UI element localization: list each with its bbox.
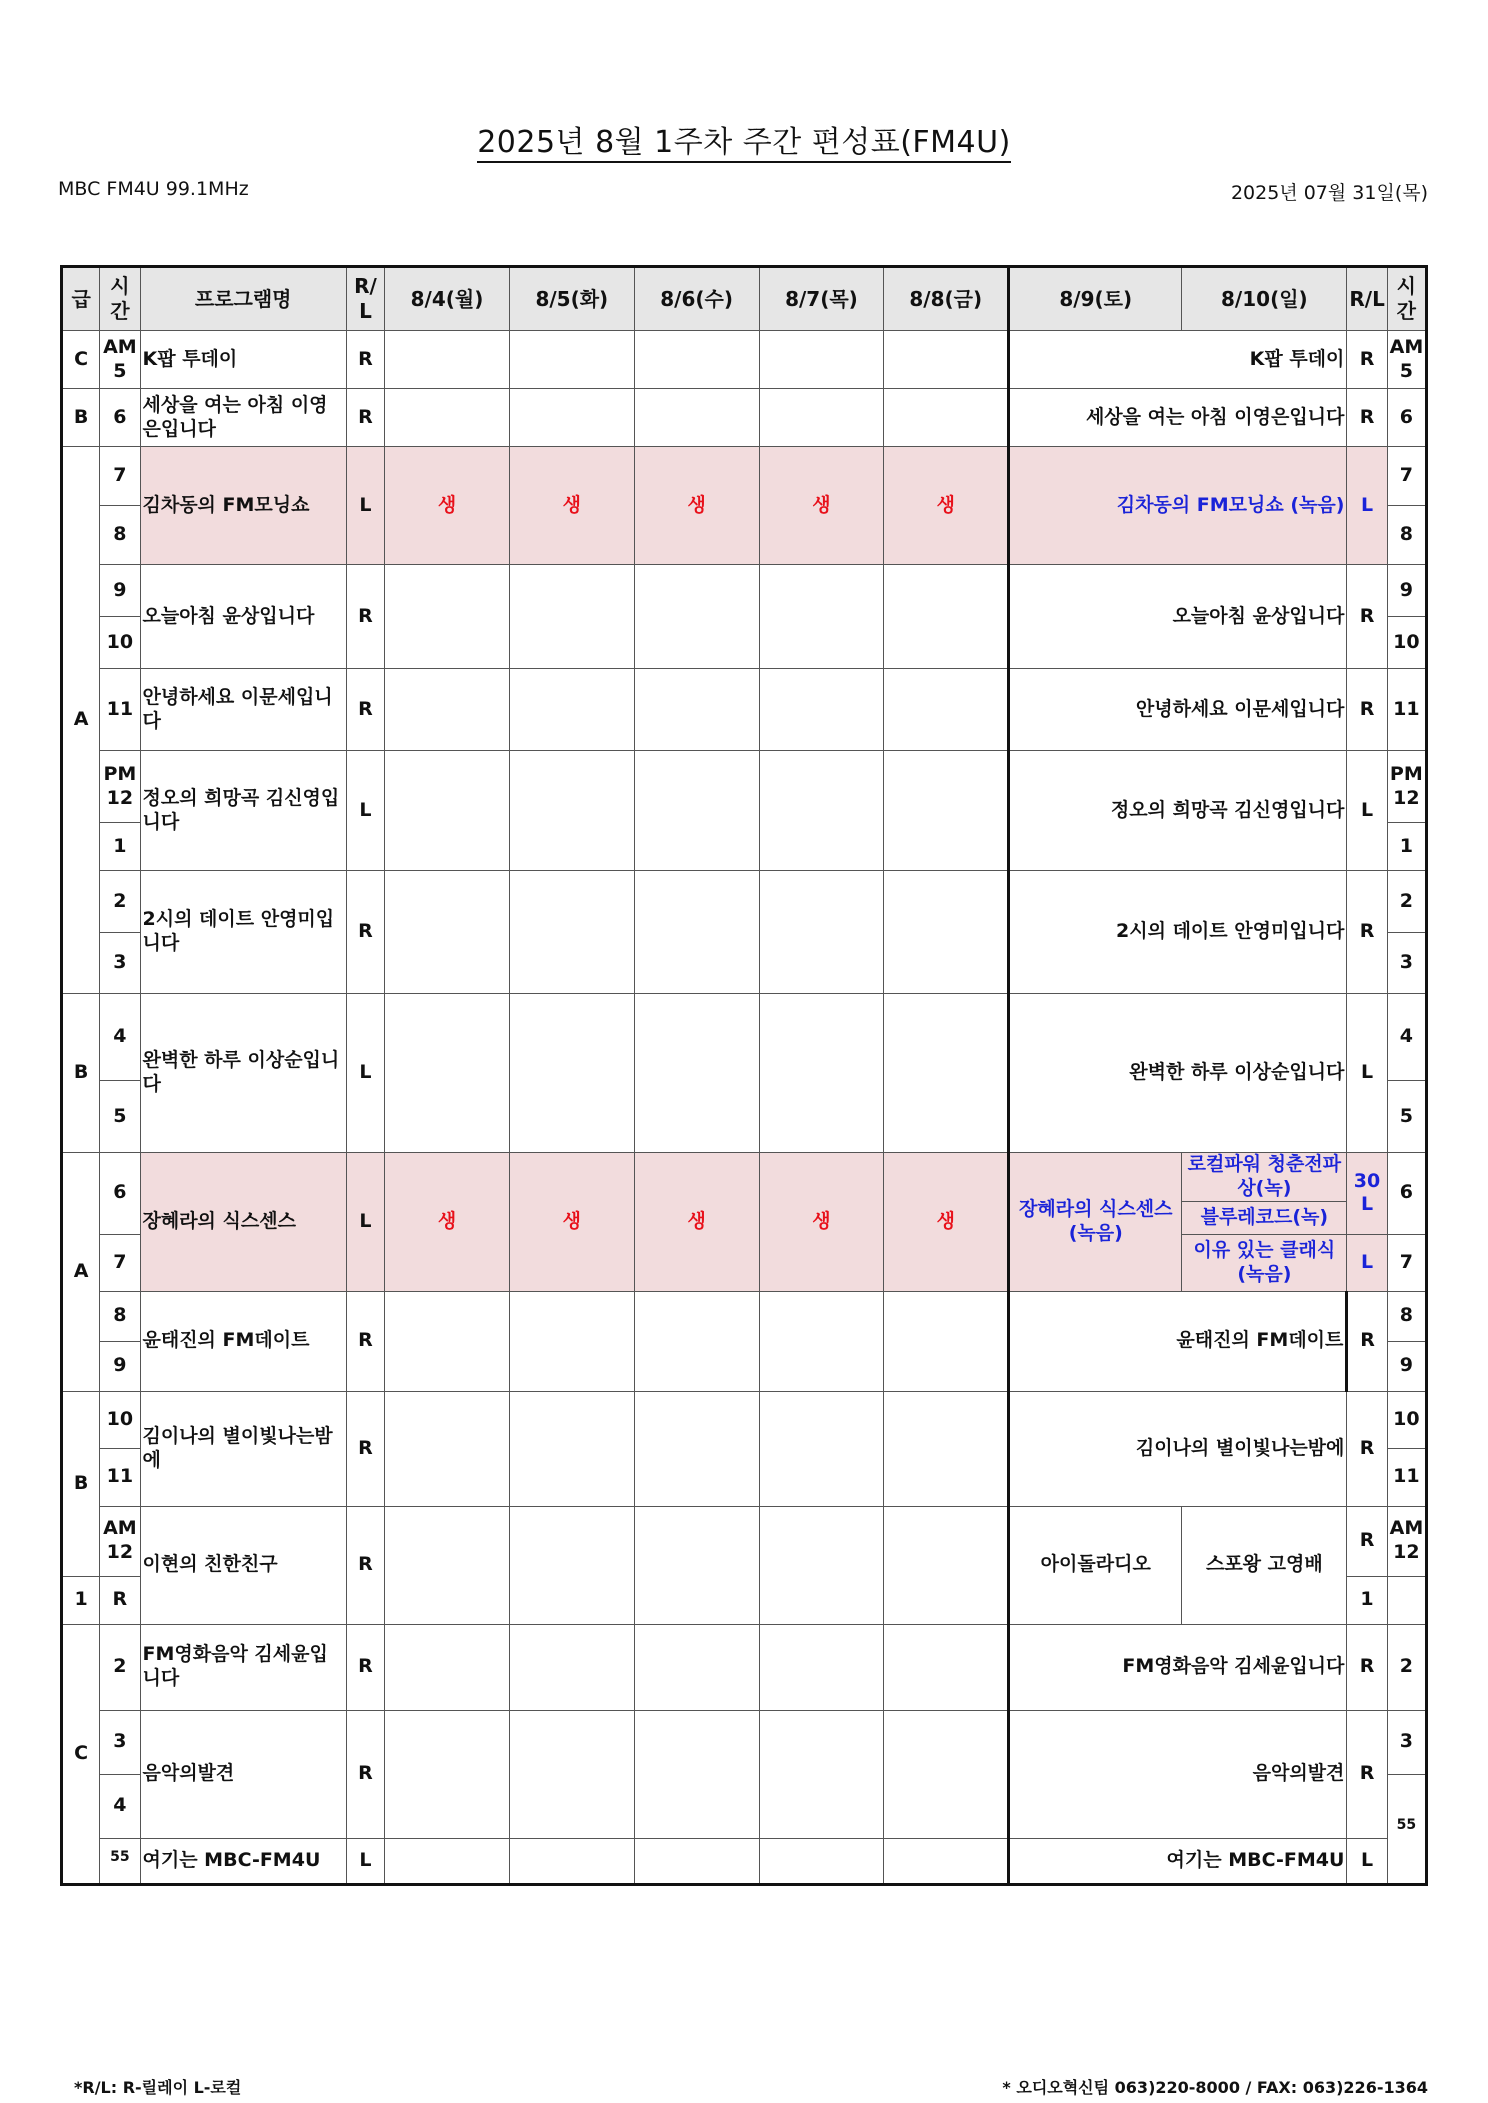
grade-cell: B <box>62 389 100 447</box>
program-name: 완벽한 하루 이상순입니다 <box>140 994 346 1153</box>
rl-cell: L <box>346 751 384 871</box>
header-rl-weekend: R/L <box>1347 267 1387 331</box>
weekday-cell <box>634 389 759 447</box>
weekday-cell <box>385 1291 510 1391</box>
footer-contact: * 오디오혁신팀 063)220-8000 / FAX: 063)226-1364 <box>1002 2078 1428 2097</box>
weekday-cell <box>884 1506 1009 1624</box>
rl-cell: L <box>346 1838 384 1884</box>
weekday-cell <box>884 1710 1009 1838</box>
header-time-right: 시 간 <box>1387 267 1426 331</box>
weekday-cell <box>884 565 1009 669</box>
weekend-program: FM영화음악 김세윤입니다 <box>1009 1624 1347 1710</box>
time-cell: PM 12 <box>100 751 140 823</box>
time-cell-right <box>1387 1774 1426 1884</box>
time-cell-right: 11 <box>1387 669 1426 751</box>
weekday-cell <box>634 669 759 751</box>
weekday-cell <box>884 751 1009 871</box>
program-name: 윤태진의 FM데이트 <box>140 1291 346 1391</box>
live-mark: 생 <box>884 1153 1009 1292</box>
grade-cell: B <box>62 1391 100 1576</box>
weekday-cell <box>509 751 634 871</box>
weekend-rl: R <box>1347 331 1387 389</box>
time-cell-right: 8 <box>1387 1291 1426 1341</box>
weekday-cell <box>884 1838 1009 1884</box>
time-cell-right: 11 <box>1387 1448 1426 1506</box>
program-name: FM영화음악 김세윤입니다 <box>140 1624 346 1710</box>
weekend-program-sat: 아이돌라디오 <box>1009 1506 1182 1624</box>
weekend-rl: R <box>1347 1506 1387 1576</box>
program-name: 오늘아침 윤상입니다 <box>140 565 346 669</box>
weekend-program: 윤태진의 FM데이트 <box>1009 1291 1347 1391</box>
weekday-cell <box>759 389 884 447</box>
weekday-cell <box>759 1391 884 1506</box>
weekday-cell <box>884 389 1009 447</box>
live-mark: 생 <box>634 1153 759 1292</box>
table-row <box>62 1291 1427 1341</box>
weekday-cell <box>884 1391 1009 1506</box>
time-cell-right: 10 <box>1387 1391 1426 1448</box>
local-power-program: 로컬파워 청춘전파상(녹) <box>1182 1153 1347 1202</box>
rl-cell: R <box>346 1291 384 1391</box>
time-cell-right: 3 <box>1387 1710 1426 1774</box>
weekend-program: 음악의발견 <box>1009 1710 1347 1838</box>
time-cell: 1 <box>100 823 140 871</box>
time-cell: 8 <box>100 1291 140 1341</box>
weekday-cell <box>884 669 1009 751</box>
weekday-cell <box>509 1838 634 1884</box>
weekday-cell <box>385 1506 510 1624</box>
live-mark: 생 <box>509 447 634 565</box>
live-mark: 생 <box>509 1153 634 1292</box>
rl-cell: R <box>346 331 384 389</box>
time-cell: 10 <box>100 1391 140 1448</box>
time-cell: 6 <box>100 1153 140 1235</box>
weekday-cell <box>634 994 759 1153</box>
time-cell-right: 1 <box>1387 823 1426 871</box>
time-cell-right: 7 <box>1387 447 1426 506</box>
weekday-cell <box>759 871 884 994</box>
time-cell: 3 <box>100 1710 140 1774</box>
weekend-program: 완벽한 하루 이상순입니다 <box>1009 994 1347 1153</box>
table-row <box>62 871 1427 933</box>
time-cell: 10 <box>100 617 140 669</box>
weekday-cell <box>509 1291 634 1391</box>
weekday-cell <box>509 669 634 751</box>
weekend-program: 세상을 여는 아침 이영은입니다 <box>1009 389 1347 447</box>
time-cell-value: 55 <box>110 1848 130 1865</box>
header-day-sun: 8/10(일) <box>1182 267 1347 331</box>
header-day-mon: 8/4(월) <box>385 267 510 331</box>
rl-cell: R <box>346 1391 384 1506</box>
footer-legend: *R/L: R-릴레이 L-로컬 <box>74 2078 242 2097</box>
grade-cell: C <box>62 331 100 389</box>
weekend-rl: R <box>1347 1710 1387 1838</box>
time-cell-right: 9 <box>1387 565 1426 617</box>
time-cell-right: 8 <box>1387 506 1426 565</box>
weekday-cell <box>385 1838 510 1884</box>
issued-date: 2025년 07월 31일(목) <box>1230 182 1428 204</box>
weekday-cell <box>884 331 1009 389</box>
weekday-cell <box>634 1506 759 1624</box>
weekday-cell <box>385 565 510 669</box>
schedule-table <box>60 265 1428 1886</box>
header-row <box>62 267 1427 331</box>
time-cell: 2 <box>100 1624 140 1710</box>
weekend-rl: L <box>1347 1838 1387 1884</box>
weekend-rl: R <box>1347 1291 1387 1391</box>
station-info: MBC FM4U 99.1MHz <box>58 178 249 200</box>
time-cell: 11 <box>100 669 140 751</box>
weekday-cell <box>759 669 884 751</box>
time-cell-right: AM 5 <box>1387 331 1426 389</box>
weekday-cell <box>385 331 510 389</box>
weekday-cell <box>884 871 1009 994</box>
weekend-program: 김차동의 FM모닝쇼 (녹음) <box>1009 447 1347 565</box>
weekend-program: 오늘아침 윤상입니다 <box>1009 565 1347 669</box>
time-cell: 11 <box>100 1448 140 1506</box>
weekday-cell <box>509 1391 634 1506</box>
table-row <box>62 1506 1427 1576</box>
program-name: 여기는 MBC-FM4U <box>140 1838 346 1884</box>
weekend-rl: R <box>1347 871 1387 994</box>
time-cell-right: 2 <box>1387 1624 1426 1710</box>
program-name: K팝 투데이 <box>140 331 346 389</box>
weekday-cell <box>509 1710 634 1838</box>
rl-cell: L <box>346 994 384 1153</box>
time-cell-right: 2 <box>1387 871 1426 933</box>
time-cell-right: 7 <box>1387 1234 1426 1291</box>
weekend-rl: L <box>1347 751 1387 871</box>
time-cell: 7 <box>100 1234 140 1291</box>
weekday-cell <box>759 565 884 669</box>
weekday-cell <box>634 565 759 669</box>
rl-cell: R <box>346 669 384 751</box>
weekend-rl: R <box>100 1576 140 1624</box>
weekend-rl: R <box>1347 565 1387 669</box>
weekday-cell <box>509 1506 634 1624</box>
program-name: 2시의 데이트 안영미입니다 <box>140 871 346 994</box>
table-row <box>62 994 1427 1081</box>
live-mark: 생 <box>634 447 759 565</box>
header-day-sat: 8/9(토) <box>1009 267 1182 331</box>
live-mark: 생 <box>385 1153 510 1292</box>
table-row <box>62 1391 1427 1448</box>
weekday-cell <box>759 994 884 1153</box>
table-row <box>62 669 1427 751</box>
time-cell: AM 5 <box>100 331 140 389</box>
table-row <box>62 1624 1427 1710</box>
time-cell: 6 <box>100 389 140 447</box>
weekday-cell <box>385 389 510 447</box>
program-name: 장혜라의 식스센스 <box>140 1153 346 1292</box>
table-row <box>62 751 1427 823</box>
weekday-cell <box>385 669 510 751</box>
live-mark: 생 <box>884 447 1009 565</box>
page-title: 2025년 8월 1주차 주간 편성표(FM4U) <box>0 117 1488 161</box>
local-power-rl: 30 L <box>1347 1153 1387 1235</box>
table-row <box>62 447 1427 506</box>
time-cell: 4 <box>100 1774 140 1838</box>
header-day-fri: 8/8(금) <box>884 267 1009 331</box>
weekday-cell <box>385 1710 510 1838</box>
weekday-cell <box>759 1291 884 1391</box>
time-cell: AM 12 <box>100 1506 140 1576</box>
weekday-cell <box>509 389 634 447</box>
time-cell: 9 <box>100 1341 140 1391</box>
table-row <box>62 331 1427 389</box>
time-cell-right: 10 <box>1387 617 1426 669</box>
grade-cell: A <box>62 1153 100 1392</box>
time-cell-right: 1 <box>1347 1576 1387 1624</box>
weekday-cell <box>509 871 634 994</box>
weekday-cell <box>509 1624 634 1710</box>
weekday-cell <box>385 994 510 1153</box>
weekday-cell <box>759 1838 884 1884</box>
rl-cell: R <box>346 565 384 669</box>
weekend-program: K팝 투데이 <box>1009 331 1347 389</box>
rl-cell: R <box>346 1506 384 1624</box>
weekend-rl: L <box>1347 447 1387 565</box>
rl-cell: R <box>346 871 384 994</box>
weekday-cell <box>385 871 510 994</box>
header-time: 시간 <box>100 267 140 331</box>
header-grade: 급 <box>62 267 100 331</box>
time-cell-right: 6 <box>1387 1153 1426 1235</box>
weekday-cell <box>884 1624 1009 1710</box>
weekday-cell <box>385 1624 510 1710</box>
time-cell-right: PM 12 <box>1387 751 1426 823</box>
time-cell: 7 <box>100 447 140 506</box>
weekday-cell <box>634 1838 759 1884</box>
weekday-cell <box>509 994 634 1153</box>
weekend-program: 안녕하세요 이문세입니다 <box>1009 669 1347 751</box>
classic-program: 이유 있는 클래식 (녹음) <box>1182 1234 1347 1291</box>
time-cell-right: 6 <box>1387 389 1426 447</box>
time-cell-right: 5 <box>1387 1081 1426 1153</box>
program-name: 정오의 희망곡 김신영입니다 <box>140 751 346 871</box>
blue-record-program: 블루레코드(녹) <box>1182 1201 1347 1234</box>
weekday-cell <box>385 751 510 871</box>
weekday-cell <box>509 565 634 669</box>
program-name: 김이나의 별이빛나는밤에 <box>140 1391 346 1506</box>
program-name: 음악의발견 <box>140 1710 346 1838</box>
weekday-cell <box>884 1291 1009 1391</box>
weekend-rl: R <box>1347 669 1387 751</box>
program-name: 안녕하세요 이문세입니다 <box>140 669 346 751</box>
rl-cell: R <box>346 1710 384 1838</box>
time-cell-right: AM 12 <box>1387 1506 1426 1576</box>
weekday-cell <box>634 751 759 871</box>
grade-cell: C <box>62 1624 100 1884</box>
weekday-cell <box>759 1710 884 1838</box>
rl-cell: R <box>346 1624 384 1710</box>
weekday-cell <box>509 331 634 389</box>
grade-cell: A <box>62 447 100 994</box>
program-name: 세상을 여는 아침 이영은입니다 <box>140 389 346 447</box>
time-cell: 5 <box>100 1081 140 1153</box>
weekend-program: 정오의 희망곡 김신영입니다 <box>1009 751 1347 871</box>
weekend-rl: R <box>1347 1624 1387 1710</box>
weekday-cell <box>759 751 884 871</box>
time-cell: 9 <box>100 565 140 617</box>
weekday-cell <box>634 1291 759 1391</box>
header-program: 프로그램명 <box>140 267 346 331</box>
program-name: 김차동의 FM모닝쇼 <box>140 447 346 565</box>
weekday-cell <box>634 1710 759 1838</box>
header-day-thu: 8/7(목) <box>759 267 884 331</box>
live-mark: 생 <box>759 1153 884 1292</box>
table-row <box>62 565 1427 617</box>
weekday-cell <box>634 1624 759 1710</box>
weekend-program: 여기는 MBC-FM4U <box>1009 1838 1347 1884</box>
weekend-rl: R <box>1347 1391 1387 1506</box>
rl-cell: R <box>346 389 384 447</box>
time-cell-right: 3 <box>1387 933 1426 994</box>
weekday-cell <box>759 331 884 389</box>
weekday-cell <box>634 1391 759 1506</box>
weekend-program-sun: 스포왕 고영배 <box>1182 1506 1347 1624</box>
program-name: 이현의 친한친구 <box>140 1506 346 1624</box>
grade-cell: B <box>62 994 100 1153</box>
time-cell-right-value: 55 <box>1396 1816 1417 1833</box>
time-cell-right: 9 <box>1387 1341 1426 1391</box>
header-rl: R/ L <box>346 267 384 331</box>
weekday-cell <box>634 871 759 994</box>
time-cell-right: 4 <box>1387 994 1426 1081</box>
live-mark: 생 <box>759 447 884 565</box>
time-cell: 8 <box>100 506 140 565</box>
classic-rl: L <box>1347 1234 1387 1291</box>
weekday-cell <box>759 1624 884 1710</box>
table-row <box>62 1838 1427 1884</box>
rl-cell: L <box>346 1153 384 1292</box>
time-cell: 1 <box>62 1576 100 1624</box>
weekday-cell <box>634 331 759 389</box>
table-row <box>62 1153 1427 1202</box>
table-row <box>62 389 1427 447</box>
time-cell: 3 <box>100 933 140 994</box>
weekend-program: 2시의 데이트 안영미입니다 <box>1009 871 1347 994</box>
weekend-program-sat: 장혜라의 식스센스 (녹음) <box>1009 1153 1182 1292</box>
weekend-rl: R <box>1347 389 1387 447</box>
weekday-cell <box>385 1391 510 1506</box>
weekday-cell <box>759 1506 884 1624</box>
weekend-program: 김이나의 별이빛나는밤에 <box>1009 1391 1347 1506</box>
header-day-tue: 8/5(화) <box>509 267 634 331</box>
live-mark: 생 <box>385 447 510 565</box>
time-cell <box>100 1838 140 1884</box>
table-row <box>62 1710 1427 1774</box>
time-cell: 4 <box>100 994 140 1081</box>
weekend-rl: L <box>1347 994 1387 1153</box>
rl-cell: L <box>346 447 384 565</box>
time-cell: 2 <box>100 871 140 933</box>
header-day-wed: 8/6(수) <box>634 267 759 331</box>
weekday-cell <box>884 994 1009 1153</box>
